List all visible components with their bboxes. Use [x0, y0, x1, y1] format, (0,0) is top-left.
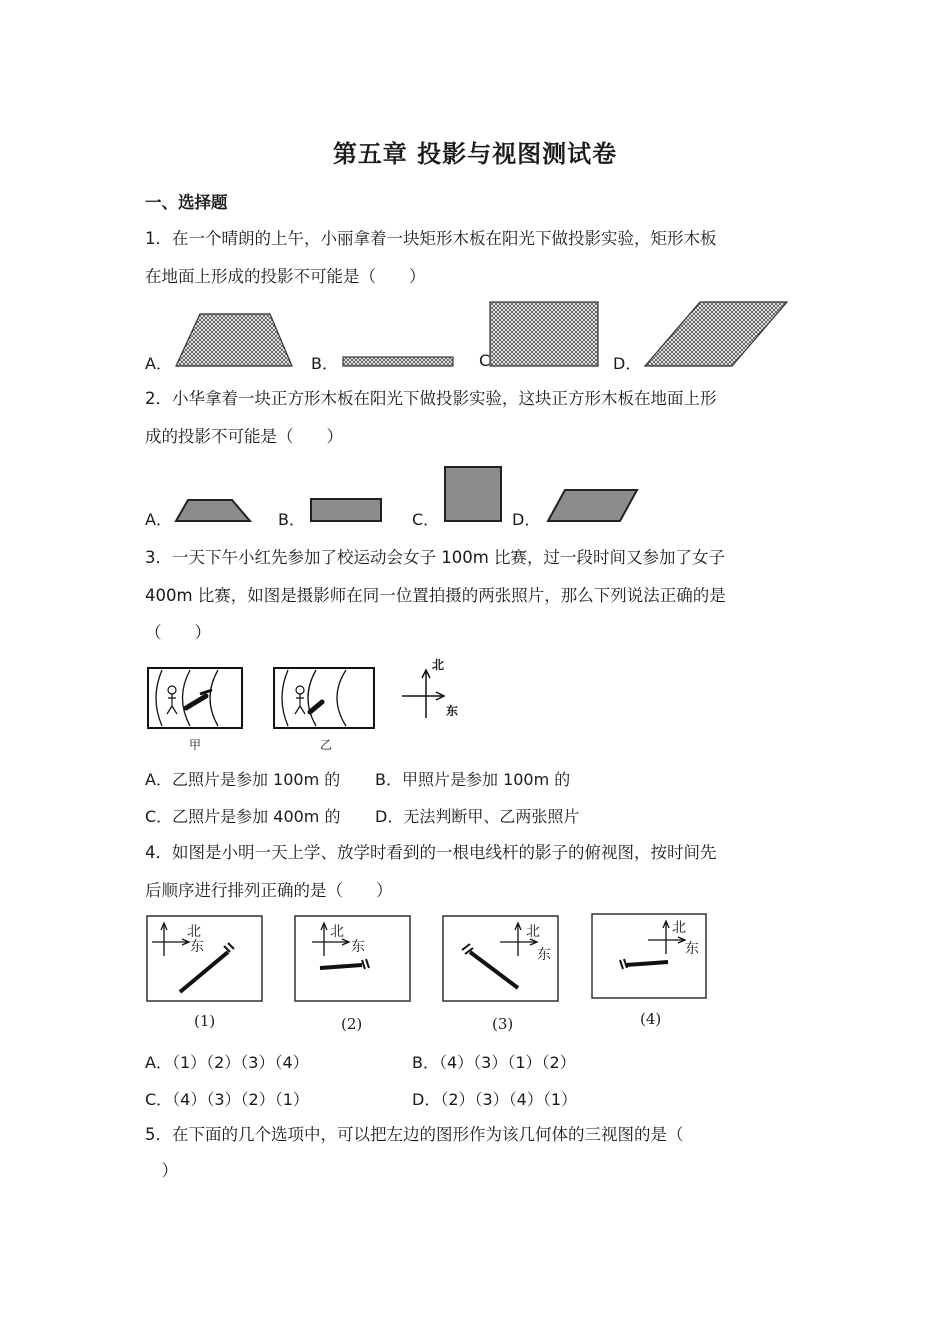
q1-thin-rect-shape — [343, 357, 453, 366]
q4-fig-label-3: (3) — [492, 1015, 514, 1033]
q4-fig2-north-label: 北 — [330, 924, 344, 940]
q3-photo-yi — [274, 668, 374, 728]
section-heading: 一、选择题 — [145, 193, 228, 212]
q4-option-c: C．（4）（3）（2）（1） — [145, 1090, 309, 1109]
q2-options-figure — [140, 462, 660, 528]
q3-photo-label-jia: 甲 — [189, 738, 202, 752]
q2-option-b: B． — [278, 510, 305, 529]
q1-line1: 1．在一个晴朗的上午，小丽拿着一块矩形木板在阳光下做投影实验，矩形木板 — [145, 229, 717, 248]
q2-option-c: C． — [412, 510, 440, 529]
q4-fig2-east-label: 东 — [351, 939, 365, 955]
q3-compass — [402, 670, 444, 718]
q1-option-d: D． — [613, 354, 642, 373]
q2-line1: 2．小华拿着一块正方形木板在阳光下做投影实验，这块正方形木板在地面上形 — [145, 389, 717, 408]
q2-square-shape — [445, 467, 501, 521]
q4-fig-2 — [295, 916, 410, 1001]
q2-rect-shape — [311, 499, 381, 521]
q3-line1: 3．一天下午小红先参加了校运动会女子 100m 比赛，过一段时间又参加了女子 — [145, 548, 726, 567]
q1-option-a: A． — [145, 354, 172, 373]
q3-compass-east-label: 东 — [446, 704, 459, 718]
q4-fig-1 — [147, 916, 262, 1001]
q4-option-a: A．（1）（2）（3）（4） — [145, 1053, 309, 1072]
q3-option-b: B．甲照片是参加 100m 的 — [375, 770, 571, 789]
q3-photo-label-yi: 乙 — [320, 738, 333, 752]
q4-fig1-east-label: 东 — [190, 939, 204, 955]
q4-fig4-north-label: 北 — [672, 920, 686, 936]
q4-option-d: D．（2）（3）（4）（1） — [412, 1090, 578, 1109]
q4-fig3-north-label: 北 — [526, 924, 540, 940]
q4-shadow-figures — [140, 908, 720, 1008]
q4-fig-label-2: (2) — [341, 1015, 363, 1033]
q1-options-figure — [140, 296, 800, 372]
q1-line2: 在地面上形成的投影不可能是（ ） — [145, 267, 426, 286]
q1-option-b: B． — [311, 354, 338, 373]
q3-option-a: A．乙照片是参加 100m 的 — [145, 770, 341, 789]
q2-trapezoid-shape — [176, 500, 250, 521]
q3-line2: 400m 比赛，如图是摄影师在同一位置拍摄的两张照片，那么下列说法正确的是 — [145, 586, 726, 605]
q2-parallelogram-shape — [548, 490, 637, 521]
q3-compass-north-label: 北 — [432, 658, 445, 672]
q3-option-d: D．无法判断甲、乙两张照片 — [375, 807, 580, 826]
q4-line1: 4．如图是小明一天上学、放学时看到的一根电线杆的影子的俯视图，按时间先 — [145, 843, 717, 862]
q3-line3: （ ） — [145, 623, 211, 642]
q4-fig3-east-label: 东 — [537, 947, 551, 963]
q2-line2: 成的投影不可能是（ ） — [145, 427, 343, 446]
q1-option-c: C — [479, 351, 491, 370]
q1-square-shape — [490, 302, 598, 366]
q4-line2: 后顺序进行排列正确的是（ ） — [145, 881, 393, 900]
q5-line2: ） — [145, 1161, 178, 1180]
q2-option-d: D． — [512, 510, 541, 529]
q4-fig-label-4: (4) — [640, 1010, 662, 1028]
q2-option-a: A． — [145, 510, 172, 529]
q4-option-b: B．（4）（3）（1）（2） — [412, 1053, 576, 1072]
q1-trapezoid-shape — [176, 314, 292, 366]
page-title: 第五章 投影与视图测试卷 — [332, 139, 618, 168]
q4-fig1-north-label: 北 — [187, 924, 201, 940]
q5-line1: 5．在下面的几个选项中，可以把左边的图形作为该几何体的三视图的是（ — [145, 1125, 684, 1144]
q3-option-c: C．乙照片是参加 400m 的 — [145, 807, 341, 826]
q1-parallelogram-shape — [645, 302, 787, 366]
q4-fig4-east-label: 东 — [685, 941, 699, 957]
q4-fig-label-1: (1) — [194, 1012, 216, 1030]
q3-photo-jia — [148, 668, 242, 728]
